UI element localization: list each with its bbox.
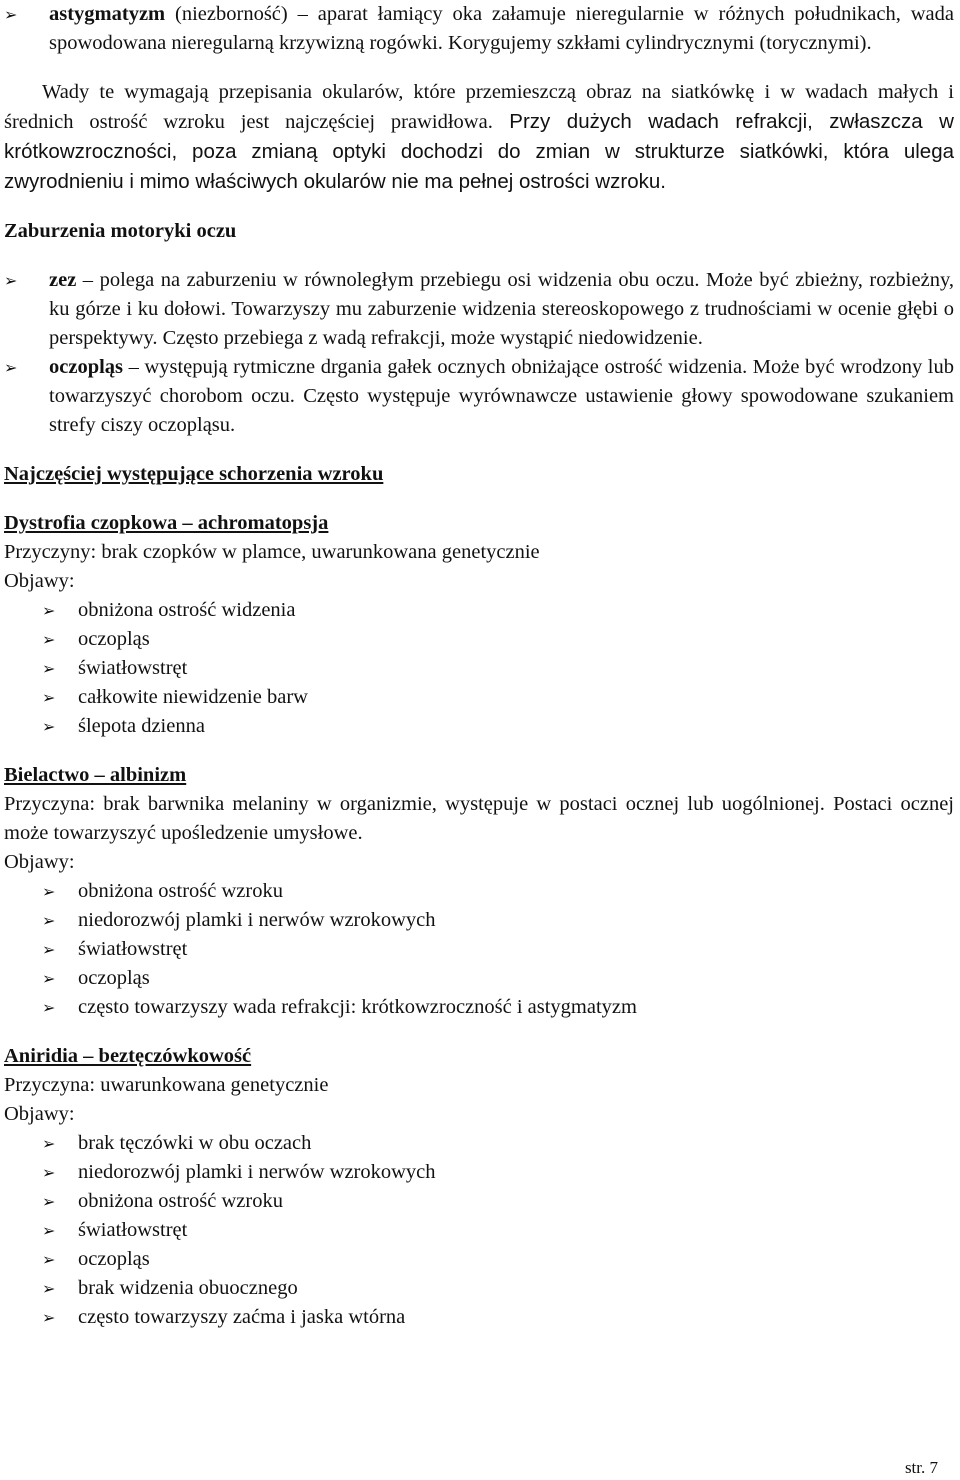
symptom-text: często towarzyszy zaćma i jaska wtórna [78,1306,406,1328]
symptom-text: ślepota dzienna [78,715,205,737]
symptom-item [4,906,954,935]
symptom-item [4,993,954,1022]
disease-achromatopsia [4,509,954,741]
symptom-text: światłowstręt [78,938,188,960]
bullet-term: zez [49,269,77,291]
disease-title: Dystrofia czopkowa – achromatopsja [4,512,329,534]
arrow-bullet-icon: ➢ [42,1308,56,1327]
symptoms-label: Objawy: [4,1103,75,1125]
arrow-bullet-icon: ➢ [42,717,56,736]
symptom-item [4,625,954,654]
disease-cause: Przyczyny: brak czopków w plamce, uwarunkowana genetycznie [4,541,540,563]
symptom-item [4,1216,954,1245]
symptom-text: światłowstręt [78,657,188,679]
astigmatism-bullet [4,0,954,58]
symptom-text: niedorozwój plamki i nerwów wzrokowych [78,909,436,931]
arrow-bullet-icon: ➢ [4,358,18,377]
bullet-text: (niezborność) – aparat łamiący oka załamuje nieregularnie w różnych południkach, wada spowodowana nieregularną krzywizną rogówki. Korygujemy szkłami cylindrycznymi (torycznymi). [49,3,954,54]
arrow-bullet-icon: ➢ [42,1221,56,1240]
symptoms-label: Objawy: [4,570,75,592]
arrow-bullet-icon: ➢ [42,998,56,1017]
disease-cause: Przyczyna: uwarunkowana genetycznie [4,1074,329,1096]
symptom-text: oczopląs [78,1248,150,1270]
document-page [4,0,954,1332]
arrow-bullet-icon: ➢ [42,630,56,649]
arrow-bullet-icon: ➢ [42,1250,56,1269]
refraction-text-part1: Wady te wymagają przepisania okularów, które przemieszczą obraz na siatkówkę i w wadach małych i średnich ostrość wzroku jest najczęściej prawidłowa. [4,81,954,133]
symptom-item [4,654,954,683]
symptom-text: obniżona ostrość wzroku [78,880,283,902]
symptom-text: niedorozwój plamki i nerwów wzrokowych [78,1161,436,1183]
disease-title: Bielactwo – albinizm [4,764,187,786]
arrow-bullet-icon: ➢ [42,1163,56,1182]
symptom-text: światłowstręt [78,1219,188,1241]
bullet-term: astygmatyzm [49,3,166,25]
symptom-item [4,1303,954,1332]
arrow-bullet-icon: ➢ [42,1134,56,1153]
arrow-bullet-icon: ➢ [42,1192,56,1211]
motor-heading: Zaburzenia motoryki oczu [4,220,237,242]
symptom-item [4,712,954,741]
symptom-text: oczopląs [78,628,150,650]
symptom-text: obniżona ostrość widzenia [78,599,296,621]
symptom-item [4,1158,954,1187]
symptom-text: obniżona ostrość wzroku [78,1190,283,1212]
symptom-item [4,877,954,906]
bullet-text: – występują rytmiczne drgania gałek ocznych obniżające ostrość widzenia. Może być wrodzony lub towarzyszyć chorobom oczu. Często występuje wyrównawcze ustawienie głowy spowodowane szukaniem strefy ciszy oczopląsu. [49,356,954,436]
symptom-text: często towarzyszy wada refrakcji: krótkowzroczność i astygmatyzm [78,996,637,1018]
arrow-bullet-icon: ➢ [42,1279,56,1298]
arrow-bullet-icon: ➢ [42,659,56,678]
symptom-item [4,1274,954,1303]
symptom-text: brak widzenia obuocznego [78,1277,298,1299]
refraction-paragraph [4,78,954,197]
symptom-text: brak tęczówki w obu oczach [78,1132,312,1154]
refraction-text-part2: Przy dużych wadach refrakcji, zwłaszcza w krótkowzroczności, poza zmianą optyki dochodzi do zmian w strukturze siatkówki, która ulega zwyrodnieniu i mimo właściwych okularów nie ma pełnej ostrości wzroku. [4,110,954,193]
arrow-bullet-icon: ➢ [4,5,18,24]
arrow-bullet-icon: ➢ [42,601,56,620]
symptom-text: całkowite niewidzenie barw [78,686,308,708]
bullet-term: oczopląs [49,356,124,378]
arrow-bullet-icon: ➢ [42,911,56,930]
disease-title: Aniridia – beztęczówkowość [4,1045,252,1067]
arrow-bullet-icon: ➢ [4,271,18,290]
symptoms-label: Objawy: [4,851,75,873]
symptom-item [4,935,954,964]
disease-cause: Przyczyna: brak barwnika melaniny w organizmie, występuje w postaci ocznej lub uogólnionej. Postaci ocznej może towarzyszyć upośledzenie umysłowe. [4,793,954,844]
nystagmus-bullet [4,353,954,440]
symptom-item [4,683,954,712]
symptom-item [4,596,954,625]
arrow-bullet-icon: ➢ [42,969,56,988]
disease-aniridia [4,1042,954,1332]
page-number: str. 7 [904,1458,938,1477]
common-diseases-heading: Najczęściej występujące schorzenia wzroku [4,463,384,485]
symptom-item [4,964,954,993]
arrow-bullet-icon: ➢ [42,940,56,959]
symptom-item [4,1187,954,1216]
strabismus-bullet [4,266,954,353]
disease-albinism [4,761,954,1022]
symptom-item [4,1129,954,1158]
bullet-text: – polega na zaburzeniu w równoległym przebiegu osi widzenia obu oczu. Może być zbieżny, rozbieżny, ku górze i ku dołowi. Towarzyszy mu zaburzenie widzenia stereoskopowego z trudnościami w ocenie głębi o perspektywy. Często przebiega z wadą refrakcji, może wystąpić niedowidzenie. [49,269,954,349]
arrow-bullet-icon: ➢ [42,688,56,707]
symptom-text: oczopląs [78,967,150,989]
arrow-bullet-icon: ➢ [42,882,56,901]
symptom-item [4,1245,954,1274]
